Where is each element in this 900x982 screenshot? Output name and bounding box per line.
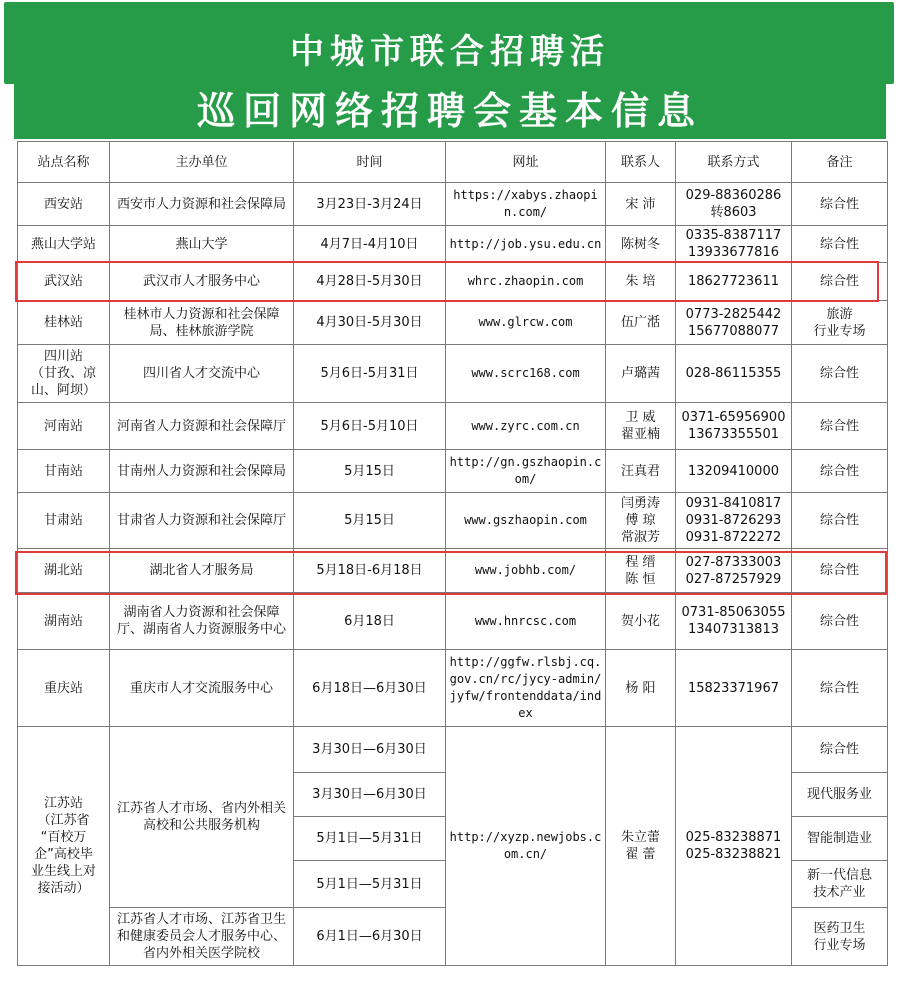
cell-url: http://xyzp.newjobs.com.cn/ bbox=[446, 727, 606, 966]
cell-time: 5月1日—5月31日 bbox=[294, 861, 446, 908]
cell-phone: 028-86115355 bbox=[676, 345, 792, 403]
cell-url: www.scrc168.com bbox=[446, 345, 606, 403]
cell-note: 现代服务业 bbox=[792, 773, 888, 817]
cell-station: 燕山大学站 bbox=[18, 226, 110, 263]
cell-organizer: 燕山大学 bbox=[110, 226, 294, 263]
cell-url: whrc.zhaopin.com bbox=[446, 263, 606, 301]
cell-contact: 卫 威 翟亚楠 bbox=[606, 403, 676, 450]
cell-organizer: 河南省人力资源和社会保障厅 bbox=[110, 403, 294, 450]
cell-phone: 15823371967 bbox=[676, 650, 792, 727]
cell-time: 5月18日-6月18日 bbox=[294, 549, 446, 593]
cell-phone: 13209410000 bbox=[676, 450, 792, 493]
cell-organizer: 江苏省人才市场、省内外相关高校和公共服务机构 bbox=[110, 727, 294, 908]
cell-station: 江苏站 （江苏省 “百校万 企”高校毕 业生线上对 接活动） bbox=[18, 727, 110, 966]
table-row bbox=[18, 493, 888, 549]
table-row bbox=[18, 263, 888, 301]
table-row bbox=[18, 345, 888, 403]
cell-url: www.jobhb.com/ bbox=[446, 549, 606, 593]
cell-station: 湖南站 bbox=[18, 593, 110, 650]
cell-organizer: 甘南州人力资源和社会保障局 bbox=[110, 450, 294, 493]
cell-url: https://xabys.zhaopin.com/ bbox=[446, 183, 606, 226]
cell-note: 综合性 bbox=[792, 345, 888, 403]
cell-organizer: 重庆市人才交流服务中心 bbox=[110, 650, 294, 727]
header-cell: 联系方式 bbox=[676, 142, 792, 183]
cell-phone: 029-88360286 转8603 bbox=[676, 183, 792, 226]
cell-organizer: 四川省人才交流中心 bbox=[110, 345, 294, 403]
cell-url: http://job.ysu.edu.cn bbox=[446, 226, 606, 263]
cell-organizer: 江苏省人才市场、江苏省卫生和健康委员会人才服务中心、省内外相关医学院校 bbox=[110, 908, 294, 966]
header-cell: 联系人 bbox=[606, 142, 676, 183]
cell-time: 3月30日—6月30日 bbox=[294, 773, 446, 817]
title-line-2: 巡回网络招聘会基本信息 bbox=[196, 89, 703, 133]
cell-note: 综合性 bbox=[792, 650, 888, 727]
cell-phone: 0335-8387117 13933677816 bbox=[676, 226, 792, 263]
cell-station: 河南站 bbox=[18, 403, 110, 450]
cell-phone: 025-83238871 025-83238821 bbox=[676, 727, 792, 966]
cell-note: 综合性 bbox=[792, 403, 888, 450]
cell-url: http://ggfw.rlsbj.cq.gov.cn/rc/jycy-admin/jyfw/frontenddata/index bbox=[446, 650, 606, 727]
cell-time: 4月30日-5月30日 bbox=[294, 301, 446, 345]
cell-time: 4月7日-4月10日 bbox=[294, 226, 446, 263]
cell-note: 医药卫生 行业专场 bbox=[792, 908, 888, 966]
cell-station: 甘肃站 bbox=[18, 493, 110, 549]
cell-time: 6月18日 bbox=[294, 593, 446, 650]
cell-organizer: 武汉市人才服务中心 bbox=[110, 263, 294, 301]
cell-contact: 卢璐茜 bbox=[606, 345, 676, 403]
cell-time: 5月1日—5月31日 bbox=[294, 817, 446, 861]
cell-organizer: 湖南省人力资源和社会保障厅、湖南省人力资源服务中心 bbox=[110, 593, 294, 650]
cell-station: 西安站 bbox=[18, 183, 110, 226]
cell-station: 湖北站 bbox=[18, 549, 110, 593]
table-row bbox=[18, 549, 888, 593]
cell-contact: 陈树冬 bbox=[606, 226, 676, 263]
cell-time: 5月15日 bbox=[294, 450, 446, 493]
cell-organizer: 西安市人力资源和社会保障局 bbox=[110, 183, 294, 226]
cell-time: 3月23日-3月24日 bbox=[294, 183, 446, 226]
header-cell: 站点名称 bbox=[18, 142, 110, 183]
table-row bbox=[18, 727, 888, 773]
cell-phone: 027-87333003 027-87257929 bbox=[676, 549, 792, 593]
table-row bbox=[18, 226, 888, 263]
cell-note: 综合性 bbox=[792, 263, 888, 301]
title-line-1: 中城市联合招聘活 bbox=[290, 32, 610, 72]
cell-url: www.hnrcsc.com bbox=[446, 593, 606, 650]
cell-url: http://gn.gszhaopin.com/ bbox=[446, 450, 606, 493]
cell-station: 四川站 （甘孜、凉山、阿坝） bbox=[18, 345, 110, 403]
cell-url: www.zyrc.com.cn bbox=[446, 403, 606, 450]
cell-note: 新一代信息 技术产业 bbox=[792, 861, 888, 908]
header-cell: 备注 bbox=[792, 142, 888, 183]
table-row bbox=[18, 593, 888, 650]
header-row bbox=[18, 142, 888, 183]
cell-phone: 18627723611 bbox=[676, 263, 792, 301]
table-row bbox=[18, 183, 888, 226]
cell-time: 6月1日—6月30日 bbox=[294, 908, 446, 966]
header-cell: 时间 bbox=[294, 142, 446, 183]
cell-station: 桂林站 bbox=[18, 301, 110, 345]
cell-contact: 贺小花 bbox=[606, 593, 676, 650]
cell-contact: 杨 阳 bbox=[606, 650, 676, 727]
recruitment-table bbox=[17, 141, 888, 966]
cell-organizer: 桂林市人力资源和社会保障局、桂林旅游学院 bbox=[110, 301, 294, 345]
cell-phone: 0773-2825442 15677088077 bbox=[676, 301, 792, 345]
cell-contact: 汪真君 bbox=[606, 450, 676, 493]
cell-note: 综合性 bbox=[792, 549, 888, 593]
cell-time: 4月28日-5月30日 bbox=[294, 263, 446, 301]
cell-contact: 宋 沛 bbox=[606, 183, 676, 226]
cell-url: www.gszhaopin.com bbox=[446, 493, 606, 549]
cell-phone: 0371-65956900 13673355501 bbox=[676, 403, 792, 450]
cell-organizer: 湖北省人才服务局 bbox=[110, 549, 294, 593]
cell-note: 综合性 bbox=[792, 183, 888, 226]
cell-phone: 0931-8410817 0931-8726293 0931-8722272 bbox=[676, 493, 792, 549]
cell-contact: 朱立蕾 翟 蕾 bbox=[606, 727, 676, 966]
header-cell: 网址 bbox=[446, 142, 606, 183]
cell-note: 综合性 bbox=[792, 226, 888, 263]
cell-url: www.glrcw.com bbox=[446, 301, 606, 345]
cell-note: 综合性 bbox=[792, 450, 888, 493]
table-row bbox=[18, 650, 888, 727]
cell-phone: 0731-85063055 13407313813 bbox=[676, 593, 792, 650]
cell-note: 旅游 行业专场 bbox=[792, 301, 888, 345]
cell-time: 3月30日—6月30日 bbox=[294, 727, 446, 773]
cell-contact: 朱 培 bbox=[606, 263, 676, 301]
cell-time: 5月6日-5月10日 bbox=[294, 403, 446, 450]
cell-station: 重庆站 bbox=[18, 650, 110, 727]
cell-contact: 伍广湉 bbox=[606, 301, 676, 345]
cell-station: 甘南站 bbox=[18, 450, 110, 493]
cell-contact: 程 缙 陈 恒 bbox=[606, 549, 676, 593]
cell-station: 武汉站 bbox=[18, 263, 110, 301]
cell-contact: 闫勇涛 傅 琼 常淑芳 bbox=[606, 493, 676, 549]
cell-note: 综合性 bbox=[792, 493, 888, 549]
table-row bbox=[18, 450, 888, 493]
cell-time: 6月18日—6月30日 bbox=[294, 650, 446, 727]
cell-note: 综合性 bbox=[792, 593, 888, 650]
cell-organizer: 甘肃省人力资源和社会保障厅 bbox=[110, 493, 294, 549]
table-row bbox=[18, 403, 888, 450]
cell-note: 综合性 bbox=[792, 727, 888, 773]
cell-time: 5月6日-5月31日 bbox=[294, 345, 446, 403]
header-cell: 主办单位 bbox=[110, 142, 294, 183]
cell-note: 智能制造业 bbox=[792, 817, 888, 861]
cell-time: 5月15日 bbox=[294, 493, 446, 549]
table-row bbox=[18, 301, 888, 345]
